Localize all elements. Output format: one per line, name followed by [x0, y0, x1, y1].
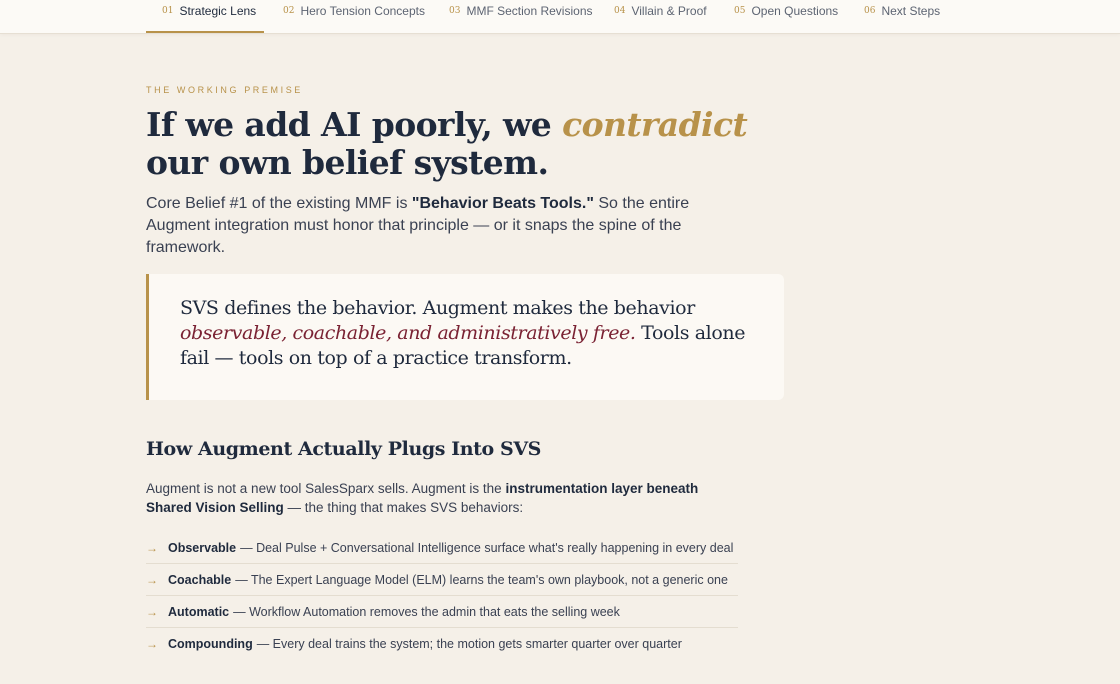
tab-number: 01 [162, 6, 174, 16]
pull-quote [146, 274, 784, 400]
list-item-desc: — Workflow Automation removes the admin that eats the selling week [233, 604, 620, 619]
section-intro [146, 479, 746, 517]
tab-number: 02 [283, 6, 295, 16]
list-item-term: Compounding [168, 637, 253, 651]
intro-emphasis: instrumentation layer beneath Shared Vision Selling [146, 481, 699, 515]
tab-label: Open Questions [751, 4, 839, 18]
tab-mmf-section-revisions[interactable] [449, 0, 593, 34]
tab-next-steps[interactable] [864, 0, 940, 34]
list-item-term: Observable [168, 540, 237, 555]
tab-open-questions[interactable] [734, 0, 838, 34]
intro-text: — the thing that makes SVS behaviors: [283, 500, 524, 515]
tab-label: MMF Section Revisions [466, 4, 593, 18]
tab-strategic-lens[interactable] [162, 0, 256, 34]
lead-emphasis: "Behavior Beats Tools." [411, 195, 594, 212]
list-item-desc: — Every deal trains the system; the motion gets smarter quarter over quarter [256, 637, 682, 651]
tab-label: Next Steps [881, 4, 941, 18]
headline-text: our own belief system. [146, 143, 549, 182]
list-item [146, 532, 738, 564]
list-item [146, 596, 738, 628]
eyebrow-label: THE WORKING PREMISE [146, 85, 303, 95]
arrow-right-icon: → [146, 572, 158, 587]
list-item-term: Automatic [168, 604, 230, 619]
lead-text: So the entire Augment integration must honor that principle — or it snaps the spine of the framework. [146, 195, 690, 256]
tab-number: 05 [734, 6, 746, 16]
arrow-right-icon: → [146, 540, 158, 555]
headline-accent: contradict [562, 105, 748, 144]
page-headline [146, 106, 786, 182]
lead-paragraph [146, 193, 746, 259]
arrow-right-icon: → [146, 604, 158, 619]
tab-label: Hero Tension Concepts [300, 4, 425, 18]
quote-text: Tools alone fail — tools on top of a practice transform. [180, 322, 746, 369]
list-item [146, 564, 738, 596]
section-title: How Augment Actually Plugs Into SVS [146, 438, 542, 460]
list-item-term: Coachable [168, 572, 232, 587]
lead-text: Core Belief #1 of the existing MMF is [146, 195, 412, 212]
active-tab-indicator [146, 31, 264, 33]
list-item [146, 628, 738, 660]
list-item-desc: — The Expert Language Model (ELM) learns the team's own playbook, not a generic one [235, 572, 728, 587]
tab-number: 03 [449, 6, 461, 16]
tab-villain-proof[interactable] [614, 0, 707, 34]
tab-number: 06 [864, 6, 876, 16]
section-nav [0, 0, 1120, 34]
tab-label: Villain & Proof [631, 4, 707, 18]
tab-hero-tension-concepts[interactable] [283, 0, 425, 34]
pull-quote-text [180, 296, 770, 371]
tab-number: 04 [614, 6, 626, 16]
arrow-right-icon: → [146, 637, 158, 651]
quote-text: SVS defines the behavior. Augment makes the behavior [180, 297, 695, 319]
behavior-list [146, 532, 738, 660]
quote-accent: observable, coachable, and administratively free. [180, 322, 636, 344]
intro-text: Augment is not a new tool SalesSparx sells. Augment is the [146, 481, 506, 496]
headline-text: If we add AI poorly, we [146, 105, 563, 144]
list-item-desc: — Deal Pulse + Conversational Intelligence surface what's really happening in every deal [240, 540, 734, 555]
tab-label: Strategic Lens [179, 4, 257, 18]
